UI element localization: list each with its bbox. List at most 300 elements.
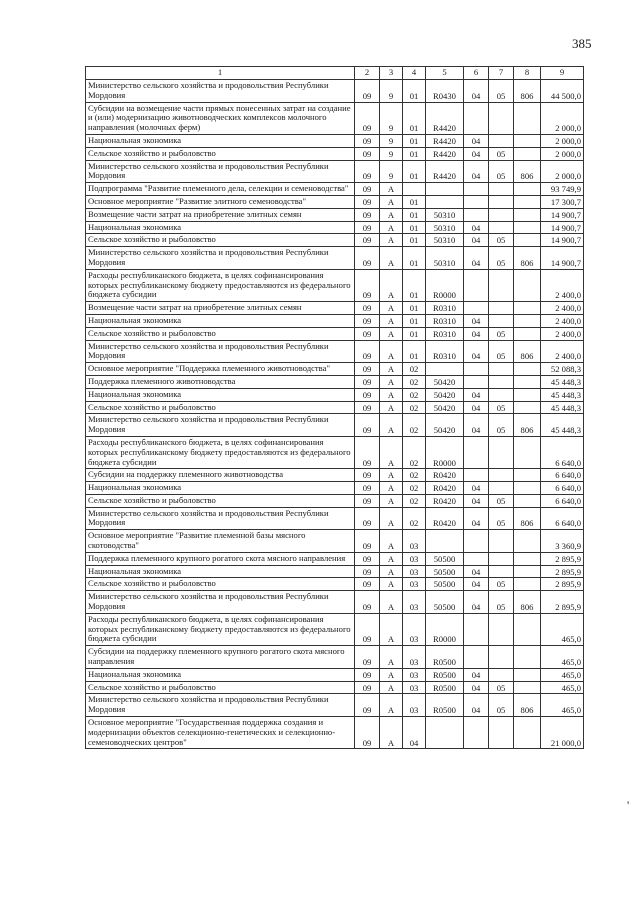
row-code-3: А xyxy=(380,646,403,669)
row-code-7 xyxy=(489,436,514,468)
row-sum: 2 400,0 xyxy=(541,314,584,327)
row-code-4: 02 xyxy=(403,375,426,388)
row-code-7: 05 xyxy=(489,507,514,530)
row-code-5: 50310 xyxy=(426,221,464,234)
row-code-5: R0310 xyxy=(426,327,464,340)
row-code-8 xyxy=(514,469,541,482)
row-code-7: 05 xyxy=(489,694,514,717)
row-code-7 xyxy=(489,134,514,147)
table-row xyxy=(86,494,584,507)
row-code-8 xyxy=(514,717,541,749)
row-code-3: А xyxy=(380,401,403,414)
row-code-5: 50500 xyxy=(426,565,464,578)
row-code-2: 09 xyxy=(355,375,380,388)
row-code-5: 50420 xyxy=(426,401,464,414)
row-name: Сельское хозяйство и рыболовство xyxy=(86,147,355,160)
row-code-8 xyxy=(514,494,541,507)
row-code-4: 01 xyxy=(403,147,426,160)
row-sum: 6 640,0 xyxy=(541,436,584,468)
row-name: Национальная экономика xyxy=(86,314,355,327)
row-code-2: 09 xyxy=(355,591,380,614)
row-code-6 xyxy=(464,646,489,669)
row-code-8 xyxy=(514,482,541,495)
row-name: Национальная экономика xyxy=(86,134,355,147)
row-code-5: 50420 xyxy=(426,375,464,388)
table-row xyxy=(86,414,584,437)
row-sum: 465,0 xyxy=(541,668,584,681)
row-code-3: 9 xyxy=(380,102,403,134)
row-code-4: 02 xyxy=(403,436,426,468)
row-code-8: 806 xyxy=(514,160,541,183)
row-code-7: 05 xyxy=(489,234,514,247)
row-code-8 xyxy=(514,183,541,196)
row-code-3: А xyxy=(380,530,403,553)
row-code-6: 04 xyxy=(464,160,489,183)
row-code-5: 50500 xyxy=(426,591,464,614)
row-code-7: 05 xyxy=(489,340,514,363)
table-row xyxy=(86,469,584,482)
row-code-3: А xyxy=(380,269,403,301)
row-code-3: А xyxy=(380,375,403,388)
table-header-row xyxy=(86,67,584,80)
row-code-7 xyxy=(489,717,514,749)
row-sum: 465,0 xyxy=(541,681,584,694)
row-code-8 xyxy=(514,375,541,388)
row-code-2: 09 xyxy=(355,388,380,401)
row-code-5: R0000 xyxy=(426,613,464,645)
row-code-3: А xyxy=(380,302,403,315)
row-code-7: 05 xyxy=(489,494,514,507)
row-sum: 45 448,3 xyxy=(541,401,584,414)
row-code-7: 05 xyxy=(489,80,514,103)
row-code-8 xyxy=(514,530,541,553)
row-code-5 xyxy=(426,183,464,196)
row-code-8: 806 xyxy=(514,414,541,437)
row-code-3: А xyxy=(380,469,403,482)
row-code-2: 09 xyxy=(355,80,380,103)
row-code-7 xyxy=(489,668,514,681)
row-code-6: 04 xyxy=(464,388,489,401)
row-sum: 6 640,0 xyxy=(541,507,584,530)
row-code-3: А xyxy=(380,613,403,645)
row-code-8: 806 xyxy=(514,340,541,363)
row-code-6: 04 xyxy=(464,234,489,247)
row-code-6: 04 xyxy=(464,80,489,103)
table-row xyxy=(86,530,584,553)
table-row xyxy=(86,208,584,221)
row-code-7: 05 xyxy=(489,327,514,340)
table-row xyxy=(86,613,584,645)
table-row xyxy=(86,646,584,669)
table-row xyxy=(86,694,584,717)
row-code-4: 01 xyxy=(403,327,426,340)
row-sum: 2 400,0 xyxy=(541,269,584,301)
row-sum: 44 500,0 xyxy=(541,80,584,103)
row-code-4: 03 xyxy=(403,591,426,614)
row-code-6: 04 xyxy=(464,681,489,694)
table-row xyxy=(86,565,584,578)
row-code-8: 806 xyxy=(514,247,541,270)
row-name: Возмещение части затрат на приобретение элитных семян xyxy=(86,302,355,315)
row-code-2: 09 xyxy=(355,694,380,717)
row-code-3: 9 xyxy=(380,134,403,147)
stray-mark: ' xyxy=(627,798,630,812)
table-row xyxy=(86,363,584,376)
row-code-5: R4420 xyxy=(426,102,464,134)
row-code-4: 03 xyxy=(403,552,426,565)
row-code-5: R0310 xyxy=(426,302,464,315)
row-code-7 xyxy=(489,565,514,578)
row-name: Министерство сельского хозяйства и продовольствия Республики Мордовия xyxy=(86,591,355,614)
table-row xyxy=(86,375,584,388)
row-code-4: 02 xyxy=(403,469,426,482)
row-code-3: А xyxy=(380,414,403,437)
row-name: Основное мероприятие "Поддержка племенного животноводства" xyxy=(86,363,355,376)
row-code-8 xyxy=(514,613,541,645)
row-code-4: 02 xyxy=(403,414,426,437)
table-row xyxy=(86,195,584,208)
row-code-4: 01 xyxy=(403,102,426,134)
row-sum: 2 000,0 xyxy=(541,102,584,134)
row-code-3: А xyxy=(380,208,403,221)
row-code-3: А xyxy=(380,247,403,270)
row-code-2: 09 xyxy=(355,565,380,578)
row-code-2: 09 xyxy=(355,208,380,221)
row-name: Сельское хозяйство и рыболовство xyxy=(86,327,355,340)
row-code-4: 02 xyxy=(403,363,426,376)
table-row xyxy=(86,401,584,414)
column-header: 3 xyxy=(380,67,403,80)
row-name: Субсидии на возмещение части прямых понесенных затрат на создание и (или) модернизацию животноводческих комплексов молочного направления (молочных ферм) xyxy=(86,102,355,134)
row-sum: 2 895,9 xyxy=(541,578,584,591)
row-code-8 xyxy=(514,578,541,591)
row-code-8: 806 xyxy=(514,80,541,103)
row-code-8 xyxy=(514,134,541,147)
row-sum: 2 895,9 xyxy=(541,552,584,565)
row-code-7: 05 xyxy=(489,247,514,270)
row-code-2: 09 xyxy=(355,102,380,134)
row-code-7 xyxy=(489,530,514,553)
row-sum: 45 448,3 xyxy=(541,375,584,388)
row-code-5 xyxy=(426,717,464,749)
row-code-6 xyxy=(464,469,489,482)
row-sum: 2 000,0 xyxy=(541,160,584,183)
row-code-3: А xyxy=(380,221,403,234)
row-code-8 xyxy=(514,234,541,247)
row-code-3: А xyxy=(380,494,403,507)
table-row xyxy=(86,327,584,340)
row-code-6: 04 xyxy=(464,494,489,507)
table-row xyxy=(86,507,584,530)
row-code-3: А xyxy=(380,234,403,247)
row-code-3: А xyxy=(380,314,403,327)
column-header: 7 xyxy=(489,67,514,80)
row-code-2: 09 xyxy=(355,401,380,414)
row-code-7 xyxy=(489,552,514,565)
table-row xyxy=(86,668,584,681)
row-code-7 xyxy=(489,195,514,208)
row-code-5: 50310 xyxy=(426,247,464,270)
row-code-8 xyxy=(514,646,541,669)
row-code-5: R0500 xyxy=(426,681,464,694)
row-code-3: А xyxy=(380,436,403,468)
row-name: Сельское хозяйство и рыболовство xyxy=(86,578,355,591)
row-code-7 xyxy=(489,102,514,134)
row-sum: 14 900,7 xyxy=(541,208,584,221)
table-row xyxy=(86,314,584,327)
row-name: Сельское хозяйство и рыболовство xyxy=(86,681,355,694)
page-number: 385 xyxy=(572,36,592,51)
row-code-7 xyxy=(489,183,514,196)
row-sum: 6 640,0 xyxy=(541,494,584,507)
row-code-6: 04 xyxy=(464,247,489,270)
column-header: 8 xyxy=(514,67,541,80)
row-code-8 xyxy=(514,314,541,327)
row-name: Сельское хозяйство и рыболовство xyxy=(86,401,355,414)
row-code-2: 09 xyxy=(355,183,380,196)
row-code-4: 01 xyxy=(403,340,426,363)
row-code-4: 03 xyxy=(403,578,426,591)
row-code-8 xyxy=(514,363,541,376)
row-code-8 xyxy=(514,552,541,565)
row-code-5 xyxy=(426,195,464,208)
row-code-4: 02 xyxy=(403,494,426,507)
table-row xyxy=(86,681,584,694)
row-code-4: 01 xyxy=(403,80,426,103)
row-code-2: 09 xyxy=(355,507,380,530)
row-name: Поддержка племенного крупного рогатого скота мясного направления xyxy=(86,552,355,565)
row-code-3: А xyxy=(380,591,403,614)
row-code-5: R0000 xyxy=(426,436,464,468)
row-code-8 xyxy=(514,388,541,401)
row-code-6 xyxy=(464,269,489,301)
row-code-6: 04 xyxy=(464,507,489,530)
row-code-7 xyxy=(489,302,514,315)
row-code-4: 01 xyxy=(403,208,426,221)
row-sum: 52 088,3 xyxy=(541,363,584,376)
table-row xyxy=(86,80,584,103)
row-code-4: 03 xyxy=(403,668,426,681)
row-code-6: 04 xyxy=(464,414,489,437)
row-code-4: 02 xyxy=(403,507,426,530)
row-name: Расходы республиканского бюджета, в целях софинансирования которых республиканскому бюджету предоставляются из федерального бюджета субсидии xyxy=(86,613,355,645)
row-code-3: А xyxy=(380,507,403,530)
row-code-5: 50500 xyxy=(426,552,464,565)
row-code-5: R4420 xyxy=(426,147,464,160)
row-code-4: 03 xyxy=(403,681,426,694)
row-code-5: R0430 xyxy=(426,80,464,103)
row-name: Основное мероприятие "Развитие элитного семеноводства" xyxy=(86,195,355,208)
row-code-4: 01 xyxy=(403,314,426,327)
row-code-7 xyxy=(489,469,514,482)
row-name: Министерство сельского хозяйства и продовольствия Республики Мордовия xyxy=(86,507,355,530)
row-name: Основное мероприятие "Развитие племенной базы мясного скотоводства" xyxy=(86,530,355,553)
row-code-7: 05 xyxy=(489,414,514,437)
row-code-7 xyxy=(489,613,514,645)
row-code-4: 01 xyxy=(403,134,426,147)
row-code-3: 9 xyxy=(380,147,403,160)
row-code-5: R0500 xyxy=(426,646,464,669)
row-code-8 xyxy=(514,565,541,578)
row-code-2: 09 xyxy=(355,363,380,376)
row-name: Национальная экономика xyxy=(86,482,355,495)
row-code-2: 09 xyxy=(355,314,380,327)
row-code-3: А xyxy=(380,482,403,495)
row-code-6 xyxy=(464,717,489,749)
row-code-4: 03 xyxy=(403,646,426,669)
row-code-4: 02 xyxy=(403,482,426,495)
row-code-3: 9 xyxy=(380,160,403,183)
row-code-2: 09 xyxy=(355,530,380,553)
row-code-2: 09 xyxy=(355,234,380,247)
row-code-7 xyxy=(489,375,514,388)
row-code-7: 05 xyxy=(489,578,514,591)
row-sum: 2 000,0 xyxy=(541,134,584,147)
row-code-7: 05 xyxy=(489,147,514,160)
budget-table xyxy=(85,66,584,749)
row-code-6 xyxy=(464,302,489,315)
row-code-2: 09 xyxy=(355,668,380,681)
row-code-4: 02 xyxy=(403,401,426,414)
row-code-5: 50420 xyxy=(426,414,464,437)
row-code-3: 9 xyxy=(380,80,403,103)
row-sum: 2 895,9 xyxy=(541,591,584,614)
row-code-3: А xyxy=(380,717,403,749)
row-code-8: 806 xyxy=(514,591,541,614)
row-sum: 14 900,7 xyxy=(541,221,584,234)
table-row xyxy=(86,482,584,495)
row-code-7 xyxy=(489,208,514,221)
table-row xyxy=(86,552,584,565)
table-row xyxy=(86,183,584,196)
table-row xyxy=(86,578,584,591)
row-code-4: 03 xyxy=(403,613,426,645)
table-body xyxy=(86,80,584,749)
row-code-8: 806 xyxy=(514,694,541,717)
table-row xyxy=(86,302,584,315)
row-code-8 xyxy=(514,195,541,208)
row-name: Министерство сельского хозяйства и продовольствия Республики Мордовия xyxy=(86,340,355,363)
row-code-3: А xyxy=(380,183,403,196)
row-code-7 xyxy=(489,363,514,376)
row-code-7 xyxy=(489,269,514,301)
row-code-2: 09 xyxy=(355,436,380,468)
column-header: 2 xyxy=(355,67,380,80)
row-code-6: 04 xyxy=(464,314,489,327)
row-code-3: А xyxy=(380,565,403,578)
table-row xyxy=(86,134,584,147)
row-code-7: 05 xyxy=(489,160,514,183)
table-row xyxy=(86,221,584,234)
row-code-5 xyxy=(426,530,464,553)
row-name: Подпрограмма "Развитие племенного дела, селекции и семеноводства" xyxy=(86,183,355,196)
row-code-8 xyxy=(514,269,541,301)
table-row xyxy=(86,234,584,247)
row-code-6: 04 xyxy=(464,327,489,340)
row-code-8 xyxy=(514,668,541,681)
row-code-4: 01 xyxy=(403,247,426,270)
row-code-6 xyxy=(464,375,489,388)
row-code-7: 05 xyxy=(489,681,514,694)
row-name: Расходы республиканского бюджета, в целях софинансирования которых республиканскому бюджету предоставляются из федерального бюджета субсидии xyxy=(86,269,355,301)
row-sum: 2 000,0 xyxy=(541,147,584,160)
row-code-5: 50500 xyxy=(426,578,464,591)
row-name: Основное мероприятие "Государственная поддержка создания и модернизации объектов селекционно-генетических и селекционно-семеноводческих центров" xyxy=(86,717,355,749)
column-header: 5 xyxy=(426,67,464,80)
table-row xyxy=(86,340,584,363)
row-code-4: 03 xyxy=(403,530,426,553)
row-code-6: 04 xyxy=(464,668,489,681)
row-code-5: 50310 xyxy=(426,208,464,221)
table-row xyxy=(86,388,584,401)
row-code-4: 01 xyxy=(403,234,426,247)
row-name: Министерство сельского хозяйства и продовольствия Республики Мордовия xyxy=(86,160,355,183)
row-code-6: 04 xyxy=(464,147,489,160)
row-code-2: 09 xyxy=(355,269,380,301)
row-code-8 xyxy=(514,102,541,134)
row-sum: 2 895,9 xyxy=(541,565,584,578)
row-code-6 xyxy=(464,530,489,553)
row-name: Сельское хозяйство и рыболовство xyxy=(86,234,355,247)
row-code-7 xyxy=(489,221,514,234)
row-code-4: 01 xyxy=(403,302,426,315)
row-sum: 6 640,0 xyxy=(541,469,584,482)
row-code-5: R0420 xyxy=(426,507,464,530)
row-sum: 465,0 xyxy=(541,646,584,669)
row-name: Национальная экономика xyxy=(86,565,355,578)
row-code-3: А xyxy=(380,327,403,340)
row-code-5: R0420 xyxy=(426,494,464,507)
column-header: 6 xyxy=(464,67,489,80)
table-row xyxy=(86,436,584,468)
row-code-5: 50420 xyxy=(426,388,464,401)
row-sum: 2 400,0 xyxy=(541,340,584,363)
row-code-2: 09 xyxy=(355,327,380,340)
row-code-6 xyxy=(464,436,489,468)
row-code-4: 01 xyxy=(403,195,426,208)
row-code-7 xyxy=(489,314,514,327)
row-code-3: А xyxy=(380,578,403,591)
row-code-2: 09 xyxy=(355,494,380,507)
row-code-3: А xyxy=(380,340,403,363)
row-code-6: 04 xyxy=(464,565,489,578)
row-code-6 xyxy=(464,208,489,221)
row-code-3: А xyxy=(380,388,403,401)
row-code-4: 01 xyxy=(403,269,426,301)
row-code-6 xyxy=(464,363,489,376)
row-code-4: 03 xyxy=(403,694,426,717)
row-code-2: 09 xyxy=(355,221,380,234)
row-code-6: 04 xyxy=(464,578,489,591)
row-code-3: А xyxy=(380,552,403,565)
row-sum: 2 400,0 xyxy=(541,327,584,340)
row-code-5: R0420 xyxy=(426,482,464,495)
row-code-5: R0420 xyxy=(426,469,464,482)
row-code-3: А xyxy=(380,363,403,376)
row-code-2: 09 xyxy=(355,147,380,160)
column-header: 1 xyxy=(86,67,355,80)
row-code-6: 04 xyxy=(464,221,489,234)
column-header: 4 xyxy=(403,67,426,80)
row-code-2: 09 xyxy=(355,578,380,591)
row-sum: 17 300,7 xyxy=(541,195,584,208)
row-code-2: 09 xyxy=(355,247,380,270)
row-code-4: 02 xyxy=(403,388,426,401)
row-code-2: 09 xyxy=(355,552,380,565)
row-code-6 xyxy=(464,102,489,134)
row-code-5: R0500 xyxy=(426,668,464,681)
row-code-2: 09 xyxy=(355,613,380,645)
